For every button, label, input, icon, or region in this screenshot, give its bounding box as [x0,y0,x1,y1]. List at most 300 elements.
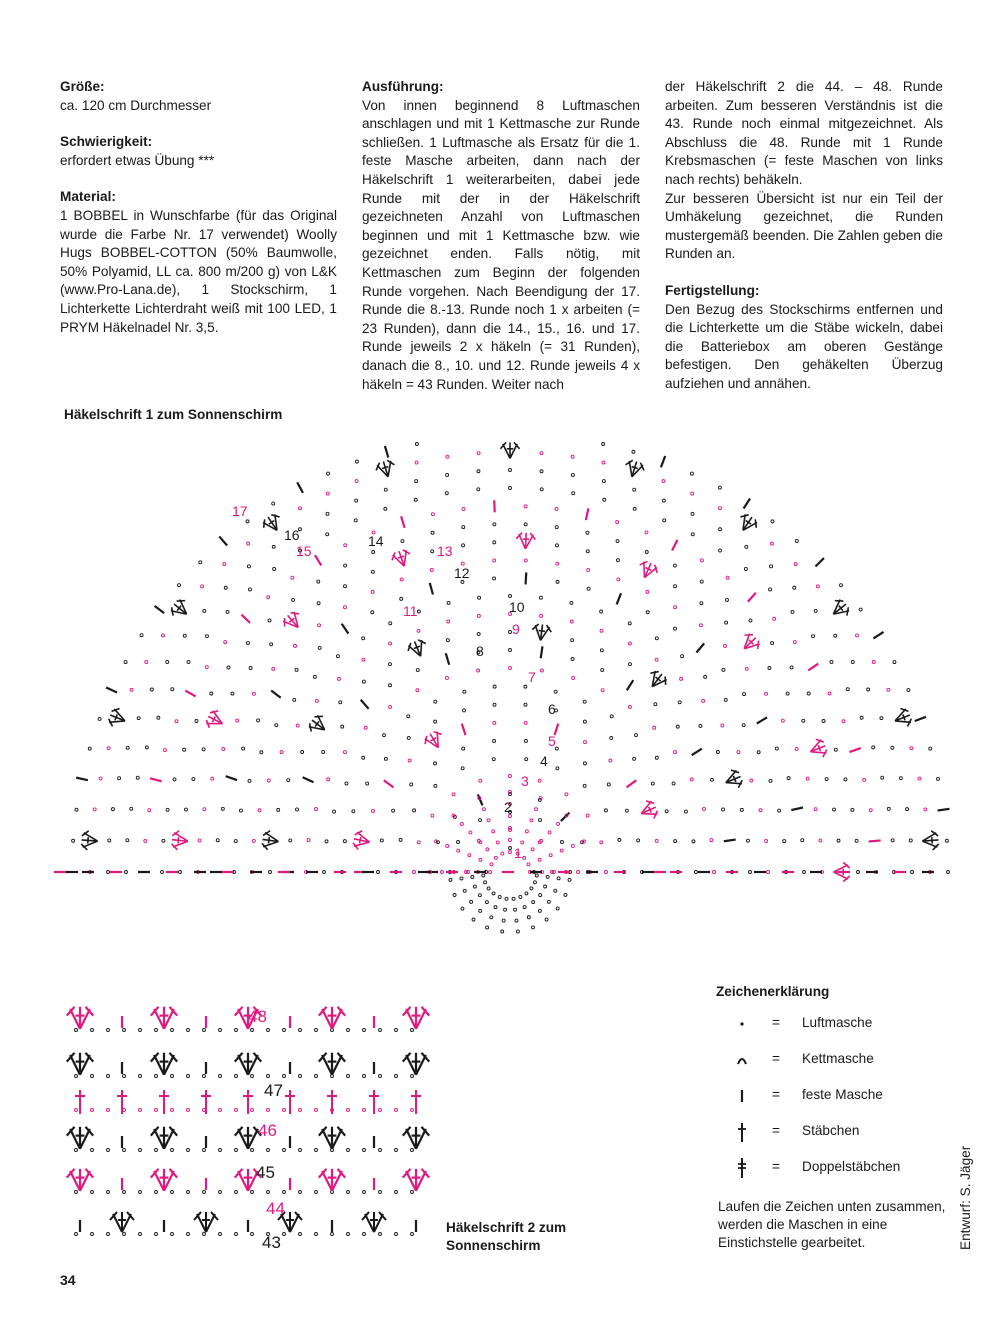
stitch-line-mark [154,1129,164,1149]
stitch-line-mark [248,1129,258,1149]
chain-stitch-mark [379,1075,382,1078]
bar-icon [730,1085,754,1107]
chain-stitch-mark [126,746,129,749]
chain-stitch-mark [601,669,604,672]
chain-stitch-mark [509,847,512,850]
stitch-group-mark [168,597,192,622]
stitch-group-mark [807,737,829,761]
stitch-line-mark [406,1129,416,1149]
chain-stitch-mark [216,839,219,842]
chain-stitch-mark [269,871,272,874]
chain-stitch-mark [363,1029,366,1032]
chain-stitch-mark [283,1191,286,1194]
single-crochet-mark [430,583,433,595]
chain-stitch-mark [139,1149,142,1152]
chain-stitch-mark [610,715,613,718]
chain-stitch-mark [767,871,770,874]
chain-stitch-mark [527,863,530,866]
legend-note: Laufen die Zeichen unten zusammen, werden die Maschen in eine Einstichstelle gearbeitet. [718,1199,946,1250]
chain-stitch-mark [123,1029,126,1032]
chain-stitch-mark [388,684,391,687]
stitch-line-mark [416,1009,426,1029]
chain-stitch-mark [737,751,740,754]
single-crochet-mark [342,624,349,634]
chain-stitch-mark [778,809,781,812]
chain-stitch-mark [663,519,666,522]
chain-stitch-mark [267,1191,270,1194]
stitch-line-mark [154,1055,164,1075]
single-crochet-mark [724,840,736,842]
stitch-line-mark [122,1214,131,1232]
stitch-group-mark [194,1212,218,1232]
chain-stitch-mark [472,918,475,921]
single-crochet-mark [385,446,388,458]
chain-stitch-mark [283,1149,286,1152]
chain-stitch-mark [155,1075,158,1078]
stitch-group-mark [406,638,430,660]
stitch-line-mark [406,1055,416,1075]
chain-stitch-mark [786,692,789,695]
chain-stitch-mark [187,1149,190,1152]
chain-stitch-mark [337,677,340,680]
chain-stitch-mark [377,871,380,874]
chain-stitch-mark [479,858,482,861]
chain-stitch-mark [130,807,133,810]
chain-stitch-mark [725,598,728,601]
chain-stitch-mark [91,1233,94,1236]
chain-stitch-mark [251,1109,254,1112]
chain-stitch-mark [343,840,346,843]
round-label: 6 [548,701,556,717]
chain-stitch-mark [555,526,558,529]
chain-stitch-mark [825,778,828,781]
chain-stitch-mark [431,513,434,516]
chain-stitch-mark [371,590,374,593]
chain-stitch-mark [260,751,263,754]
chain-stitch-mark [91,1149,94,1152]
chain-stitch-mark [486,848,489,851]
chain-stitch-mark [462,747,465,750]
stitch-group-mark [171,830,189,851]
chain-stitch-mark [564,893,567,896]
stitch-group-mark [151,1169,177,1191]
legend-row-luftmasche [716,1013,976,1049]
chain-stitch-mark [75,1191,78,1194]
chain-stitch-mark [219,1233,222,1236]
chain-stitch-mark [695,871,698,874]
chain-stitch-mark [770,565,773,568]
chain-stitch-mark [91,1075,94,1078]
round-label: 44 [266,1199,285,1218]
stitch-line-mark [532,623,538,630]
chain-stitch-mark [571,657,574,660]
chain-stitch-mark [814,808,817,811]
chain-stitch-mark [75,1075,78,1078]
chain-stitch-mark [724,698,727,701]
treble-crochet-mark [411,1090,421,1114]
chain-stitch-mark [203,1233,206,1236]
chain-stitch-mark [460,822,463,825]
chain-stitch-mark [794,563,797,566]
chain-stitch-mark [680,677,683,680]
stitch-line-mark [374,1214,383,1232]
cross-icon [730,1121,754,1143]
chain-stitch-mark [662,480,665,483]
chain-stitch-mark [224,586,227,589]
round-label: 47 [264,1081,283,1100]
chain-stitch-mark [98,717,101,720]
chain-stitch-mark [247,542,250,545]
stitch-line-mark [733,776,735,782]
chain-stitch-mark [834,748,837,751]
chain-stitch-mark [347,1029,350,1032]
chain-stitch-mark [716,751,719,754]
chain-stitch-mark [531,848,534,851]
chain-stitch-mark [347,1075,350,1078]
single-crochet-mark [672,540,677,551]
chain-stitch-mark [616,540,619,543]
chain-stitch-mark [869,809,872,812]
chain-stitch-mark [226,610,229,613]
chain-stitch-mark [183,634,186,637]
stitch-line-mark [626,459,633,467]
chain-stitch-mark [653,726,656,729]
chain-stitch-mark [907,689,910,692]
chain-stitch-mark [295,808,298,811]
legend [716,984,976,1193]
chain-stitch-mark [235,1191,238,1194]
chain-stitch-mark [219,1191,222,1194]
stitch-line-mark [260,519,268,527]
round-label: 45 [256,1163,275,1182]
stitch-group-mark [319,1053,345,1075]
stitch-group-mark [636,559,660,582]
chain-stitch-mark [91,1109,94,1112]
chain-stitch-mark [807,692,810,695]
chain-stitch-mark [299,1191,302,1194]
stitch-line-mark [80,1009,90,1029]
chain-stitch-mark [560,849,563,852]
chain-stitch-mark [155,1029,158,1032]
chain-stitch-mark [872,746,875,749]
chain-stitch-mark [379,1149,382,1152]
legend-label: feste Masche [802,1087,883,1102]
stitch-line-mark [422,736,430,744]
chain-stitch-mark [157,716,160,719]
stitch-group-mark [403,1053,429,1075]
chain-stitch-mark [929,747,932,750]
chain-stitch-mark [571,455,574,458]
chain-stitch-mark [554,889,557,892]
page-number: 34 [60,1272,76,1288]
stitch-group-mark [67,1053,93,1075]
chain-stitch-mark [163,749,166,752]
chain-stitch-mark [363,1233,366,1236]
chain-stitch-mark [339,701,342,704]
chain-stitch-mark [326,492,329,495]
chain-stitch-mark [726,576,729,579]
chain-stitch-mark [183,748,186,751]
chain-stitch-mark [223,563,226,566]
chain-stitch-mark [75,1109,78,1112]
chain-stitch-mark [489,871,492,874]
treble-crochet-mark [75,1090,85,1114]
chain-stitch-mark [371,809,374,812]
chain-stitch-mark [690,778,693,781]
chain-stitch-mark [315,1233,318,1236]
single-crochet-mark [661,456,665,467]
chain-stitch-mark [802,719,805,722]
single-crochet-mark [401,516,405,527]
heading-groesse: Größe: [60,79,105,94]
chain-stitch-mark [478,596,481,599]
stitch-group-mark [722,768,744,792]
stitch-line-mark [365,1214,374,1232]
column-instructions [362,78,640,394]
stitch-line-mark [164,1129,174,1149]
chain-stitch-mark [299,507,302,510]
chain-stitch-mark [570,620,573,623]
chain-stitch-mark [846,688,849,691]
round-label: 8 [476,643,484,659]
chain-stitch-mark [224,641,227,644]
chain-stitch-mark [267,779,270,782]
chain-stitch-mark [150,688,153,691]
chain-stitch-mark [851,808,854,811]
chain-stitch-mark [195,720,198,723]
chain-stitch-mark [565,793,568,796]
stitch-group-mark [319,1169,345,1191]
single-crochet-mark [219,536,227,545]
chain-stitch-mark [344,564,347,567]
chain-stitch-mark [637,839,640,842]
chain-stitch-mark [570,601,573,604]
chain-stitch-mark [586,531,589,534]
chain-stitch-mark [355,480,358,483]
chain-stitch-mark [855,839,858,842]
chain-stitch-mark [161,871,164,874]
chain-stitch-mark [222,747,225,750]
chain-stitch-mark [452,793,455,796]
chain-stitch-mark [235,1029,238,1032]
chain-stitch-mark [880,717,883,720]
stitch-group-mark [107,706,129,730]
chain-stitch-mark [540,470,543,473]
chain-stitch-mark [362,637,365,640]
chain-stitch-mark [600,629,603,632]
stitch-line-mark [332,1055,342,1075]
chain-stitch-mark [137,717,140,720]
chain-stitch-mark [413,871,416,874]
chain-stitch-mark [411,1233,414,1236]
round-label: 15 [296,543,312,559]
chain-stitch-mark [655,637,658,640]
chain-stitch-mark [267,1149,270,1152]
chain-stitch-mark [469,831,472,834]
chain-stitch-mark [473,885,476,888]
chain-stitch-mark [524,739,527,742]
chain-stitch-mark [477,633,480,636]
chain-stitch-mark [899,777,902,780]
chain-stitch-mark [411,1075,414,1078]
text-material: 1 BOBBEL in Wunschfarbe (für das Original wurde die Farbe Nr. 17 verwendet) Woolly Hugs BOBBEL-COTTON (50% Baumwolle, 50% Polyamid, LL ca. 800 m/200 g) von L&K (www.Pro-Lana.de), 1 Stockschirm, 1 Lichterkette Lichterdraht weiß mit 100 LED, 1 PRYM Häkelnadel Nr. 3,5. [60,207,337,335]
single-crochet-mark [462,724,466,735]
chain-stitch-mark [124,661,127,664]
chain-stitch-mark [283,1233,286,1236]
stitch-line-mark [322,1171,332,1191]
chain-stitch-mark [75,808,78,811]
chain-stitch-mark [583,784,586,787]
stitch-line-mark [752,519,760,527]
chain-stitch-mark [267,596,270,599]
chain-stitch-mark [363,1149,366,1152]
chain-stitch-mark [107,1075,110,1078]
stitch-line-mark [164,1009,174,1029]
chart2-title: Häkelschrift 2 zum Sonnenschirm [446,1220,567,1253]
chain-stitch-mark [793,641,796,644]
chain-stitch-mark [540,614,543,617]
round-label: 5 [548,733,556,749]
chain-stitch-mark [672,782,675,785]
chain-stitch-mark [107,1191,110,1194]
legend-equals: = [772,1087,780,1102]
legend-label: Kettmasche [802,1051,874,1066]
chain-stitch-mark [492,830,495,833]
chain-stitch-mark [837,839,840,842]
chain-stitch-mark [678,701,681,704]
chain-stitch-mark [123,1075,126,1078]
chain-stitch-mark [205,666,208,669]
chain-stitch-mark [725,621,728,624]
chain-stitch-mark [478,894,481,897]
chain-stitch-mark [722,668,725,671]
chain-stitch-mark [587,568,590,571]
chain-stitch-mark [556,562,559,565]
chain-stitch-mark [171,1233,174,1236]
chain-stitch-mark [557,822,560,825]
crochet-chart-2 [0,996,460,1266]
chain-stitch-mark [441,871,444,874]
stitch-line-mark [248,1055,258,1075]
chain-stitch-mark [267,1075,270,1078]
chain-stitch-mark [893,661,896,664]
single-crochet-mark [226,776,237,780]
chain-stitch-mark [719,549,722,552]
chain-stitch-mark [918,777,921,780]
chain-stitch-mark [765,839,768,842]
chain-stitch-mark [239,809,242,812]
chain-stitch-mark [140,634,143,637]
stitch-group-mark [922,830,939,850]
chain-stitch-mark [645,531,648,534]
chain-stitch-mark [431,550,434,553]
stitch-line-mark [652,565,660,573]
chain-stitch-mark [171,1029,174,1032]
chain-stitch-mark [515,919,518,922]
stitch-group-mark [81,830,98,850]
chain-stitch-mark [690,472,693,475]
chain-stitch-mark [572,492,575,495]
chain-stitch-mark [344,585,347,588]
chain-stitch-mark [203,1149,206,1152]
chain-stitch-mark [872,661,875,664]
chain-stitch-mark [408,759,411,762]
chain-stitch-mark [407,715,410,718]
chain-stitch-mark [315,1149,318,1152]
chain-stitch-mark [362,658,365,661]
chain-stitch-mark [910,747,913,750]
legend-row-staebchen [716,1121,976,1157]
chain-stitch-mark [175,720,178,723]
chain-stitch-mark [187,1109,190,1112]
chain-stitch-mark [139,1029,142,1032]
round-label: 7 [528,669,536,685]
chain-stitch-mark [336,655,339,658]
chain-stitch-mark [413,809,416,812]
chain-stitch-mark [700,602,703,605]
chain-stitch-mark [909,839,912,842]
stitch-group-mark [645,668,670,692]
chain-stitch-mark [107,1149,110,1152]
chain-stitch-mark [416,669,419,672]
chain-stitch-mark [389,663,392,666]
chain-stitch-mark [99,777,102,780]
chain-stitch-mark [628,622,631,625]
chain-stitch-mark [485,901,488,904]
chain-stitch-mark [171,1075,174,1078]
chain-stitch-mark [477,470,480,473]
chain-stitch-mark [479,779,482,782]
stitch-line-mark [332,1129,342,1149]
chain-stitch-mark [166,808,169,811]
single-crochet-mark [626,780,636,787]
chain-stitch-mark [125,871,128,874]
chain-stitch-mark [380,839,383,842]
chain-stitch-mark [171,1191,174,1194]
round-label: 43 [262,1233,281,1252]
chain-stitch-mark [607,783,610,786]
chain-stitch-mark [187,1029,190,1032]
chain-stitch-mark [343,751,346,754]
stitch-line-mark [416,1171,426,1191]
chain-stitch-mark [775,747,778,750]
chain-stitch-mark [107,1029,110,1032]
chain-stitch-mark [602,461,605,464]
chain-stitch-mark [315,1191,318,1194]
chain-stitch-mark [457,841,460,844]
chain-stitch-mark [557,877,560,880]
chain-stitch-mark [602,480,605,483]
stitch-line-mark [382,467,388,469]
chain-stitch-mark [493,721,496,724]
chain-stitch-mark [498,895,501,898]
round-label: 46 [258,1121,277,1140]
chain-stitch-mark [251,1191,254,1194]
legend-equals: = [772,1051,780,1066]
chain-stitch-mark [662,499,665,502]
chain-stitch-mark [322,750,325,753]
double-cross-icon [730,1157,754,1179]
chain-stitch-mark [859,608,862,611]
chain-stitch-mark [633,757,636,760]
chain-stitch-mark [136,776,139,779]
stitch-line-mark [177,597,185,605]
chain-stitch-mark [108,839,111,842]
chain-stitch-mark [434,784,437,787]
chain-stitch-mark [249,667,252,670]
round-label: 13 [437,543,453,559]
chain-stitch-mark [411,1109,414,1112]
